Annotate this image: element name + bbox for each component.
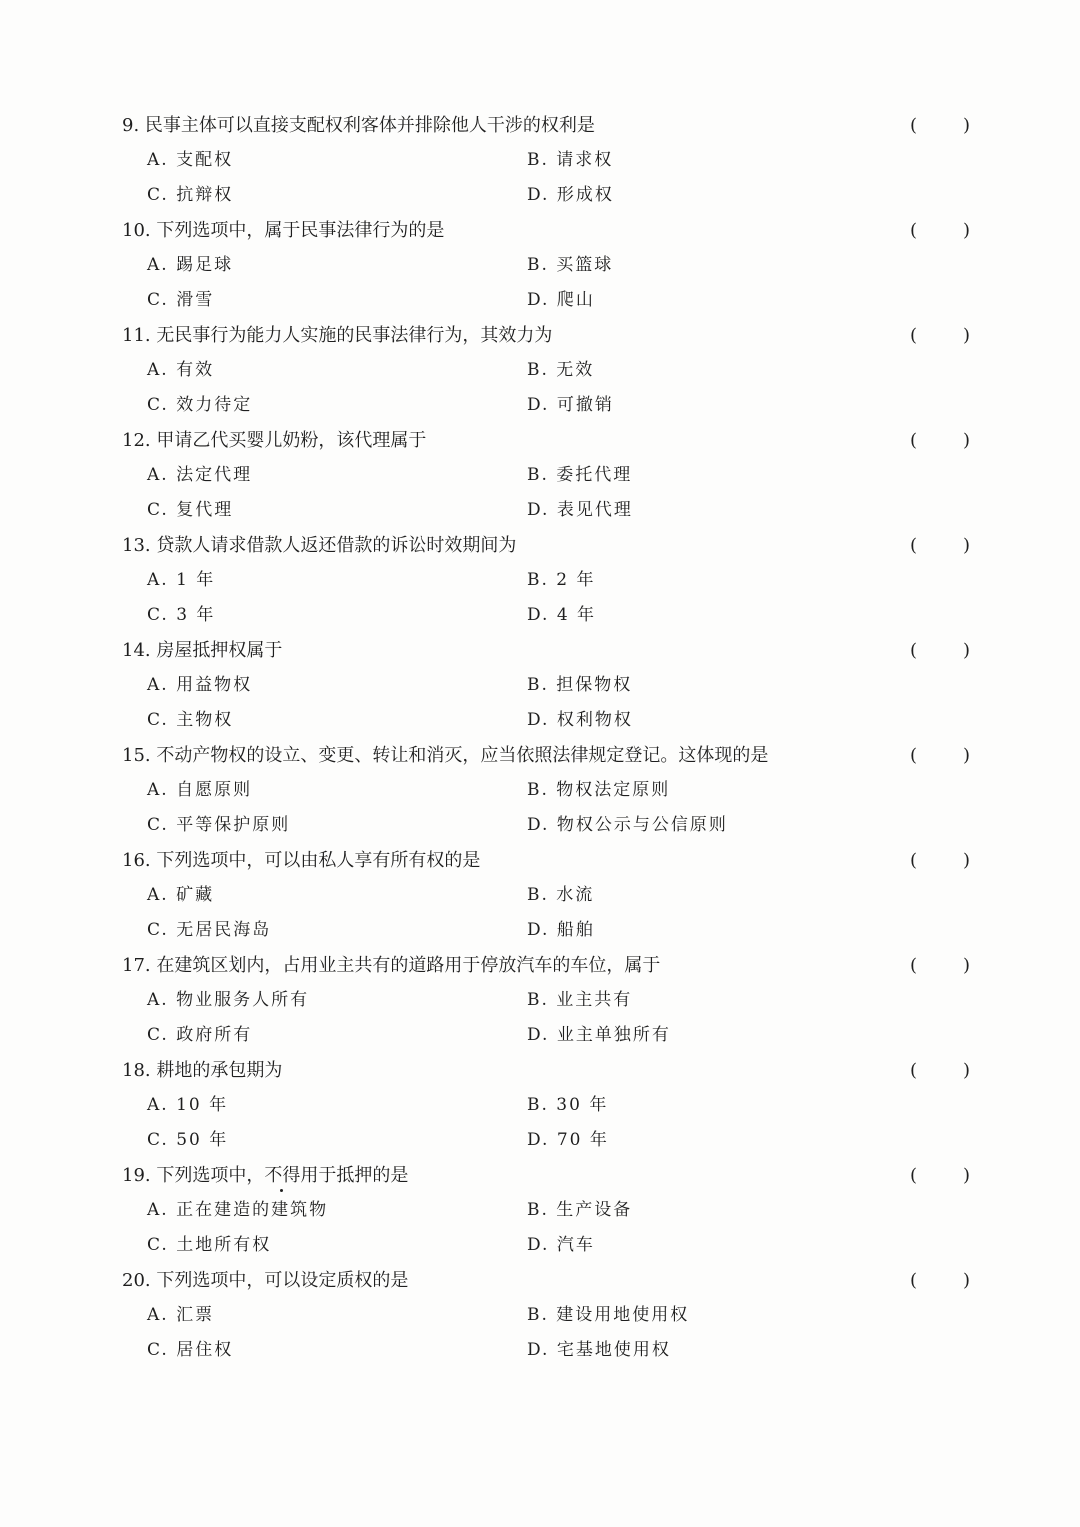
question-stem: 12. 甲请乙代买婴儿奶粉，该代理属于 [122,430,427,451]
answer-blank [910,948,970,983]
question-stem-row [122,528,982,563]
option-b: B. 水流 [527,885,595,905]
question-stem-row [122,843,982,878]
option-grid [147,353,982,423]
answer-blank-close: ) [962,115,970,136]
option-b: B. 业主共有 [527,990,633,1010]
question-stem: 16. 下列选项中，可以由私人享有所有权的是 [122,850,481,871]
option-a: A. 正在建造的建筑物 [147,1200,329,1220]
option-grid [147,1088,982,1158]
option-c: C. 3 年 [147,605,216,625]
answer-blank-open: ( [910,220,918,241]
question-stem: 18. 耕地的承包期为 [122,1060,283,1081]
option-grid [147,563,982,633]
answer-blank-close: ) [962,220,970,241]
option-c: C. 土地所有权 [147,1235,272,1255]
answer-blank-close: ) [962,430,970,451]
question-stem-row [122,948,982,983]
option-a: A. 1 年 [147,570,216,590]
option-b: B. 生产设备 [527,1200,633,1220]
question-16 [122,843,982,948]
answer-blank [910,1053,970,1088]
question-stem: 15. 不动产物权的设立、变更、转让和消灭，应当依照法律规定登记。这体现的是 [122,745,769,766]
answer-blank-open: ( [910,1060,918,1081]
option-c: C. 效力待定 [147,395,253,415]
answer-blank-close: ) [962,1165,970,1186]
question-list [122,108,982,1368]
option-a: A. 自愿原则 [147,780,253,800]
option-a: A. 物业服务人所有 [147,990,310,1010]
option-grid [147,1193,982,1263]
question-11 [122,318,982,423]
answer-blank-close: ) [962,325,970,346]
question-13 [122,528,982,633]
option-a: A. 支配权 [147,150,234,170]
answer-blank-open: ( [910,1165,918,1186]
option-b: B. 2 年 [527,570,596,590]
option-a: A. 踢足球 [147,255,234,275]
question-stem-row [122,108,982,143]
option-a: A. 10 年 [147,1095,229,1115]
option-c: C. 滑雪 [147,290,215,310]
option-d: D. 爬山 [527,290,595,310]
option-grid [147,143,982,213]
option-d: D. 业主单独所有 [527,1025,671,1045]
question-stem: 13. 贷款人请求借款人返还借款的诉讼时效期间为 [122,535,517,556]
option-d: D. 表见代理 [527,500,633,520]
option-grid [147,248,982,318]
option-d: D. 4 年 [527,605,597,625]
question-stem: 17. 在建筑区划内，占用业主共有的道路用于停放汽车的车位，属于 [122,955,661,976]
option-b: B. 委托代理 [527,465,633,485]
option-a: A. 汇票 [147,1305,215,1325]
answer-blank-close: ) [962,745,970,766]
question-stem-row [122,1053,982,1088]
answer-blank-close: ) [962,850,970,871]
option-b: B. 无效 [527,360,595,380]
question-14 [122,633,982,738]
option-d: D. 宅基地使用权 [527,1340,671,1360]
option-d: D. 权利物权 [527,710,633,730]
question-stem: 14. 房屋抵押权属于 [122,640,283,661]
answer-blank [910,843,970,878]
option-b: B. 建设用地使用权 [527,1305,690,1325]
option-d: D. 船舶 [527,920,595,940]
answer-blank [910,633,970,668]
option-b: B. 请求权 [527,150,614,170]
option-a: A. 法定代理 [147,465,253,485]
option-grid [147,1298,982,1368]
answer-blank-open: ( [910,955,918,976]
option-d: D. 形成权 [527,185,614,205]
question-18 [122,1053,982,1158]
question-stem-row [122,633,982,668]
option-d: D. 70 年 [527,1130,609,1150]
answer-blank [910,528,970,563]
option-c: C. 主物权 [147,710,234,730]
option-c: C. 50 年 [147,1130,229,1150]
question-9 [122,108,982,213]
option-b: B. 物权法定原则 [527,780,671,800]
answer-blank-close: ) [962,955,970,976]
option-c: C. 政府所有 [147,1025,253,1045]
question-12 [122,423,982,528]
option-b: B. 30 年 [527,1095,609,1115]
question-stem: 10. 下列选项中，属于民事法律行为的是 [122,220,445,241]
answer-blank [910,318,970,353]
answer-blank [910,738,970,773]
answer-blank [910,108,970,143]
answer-blank-open: ( [910,325,918,346]
option-d: D. 汽车 [527,1235,595,1255]
option-a: A. 用益物权 [147,675,253,695]
answer-blank-open: ( [910,850,918,871]
question-stem-row [122,1263,982,1298]
emphasis-dot [280,1189,283,1192]
question-17 [122,948,982,1053]
option-b: B. 买篮球 [527,255,614,275]
answer-blank-open: ( [910,1270,918,1291]
question-stem: 11. 无民事行为能力人实施的民事法律行为，其效力为 [122,325,553,346]
answer-blank-open: ( [910,115,918,136]
question-15 [122,738,982,843]
question-stem: 19. 下列选项中，不得用于抵押的是 [122,1165,409,1186]
option-grid [147,773,982,843]
question-stem-row [122,738,982,773]
option-a: A. 矿藏 [147,885,215,905]
question-10 [122,213,982,318]
question-stem: 20. 下列选项中，可以设定质权的是 [122,1270,409,1291]
answer-blank-open: ( [910,430,918,451]
question-stem-row [122,1158,982,1193]
answer-blank-close: ) [962,640,970,661]
answer-blank [910,1263,970,1298]
option-c: C. 平等保护原则 [147,815,291,835]
question-20 [122,1263,982,1368]
option-c: C. 无居民海岛 [147,920,272,940]
question-stem-row [122,213,982,248]
option-c: C. 复代理 [147,500,234,520]
option-c: C. 抗辩权 [147,185,234,205]
answer-blank [910,423,970,458]
option-grid [147,878,982,948]
answer-blank [910,213,970,248]
answer-blank-close: ) [962,1270,970,1291]
option-grid [147,668,982,738]
answer-blank-open: ( [910,745,918,766]
question-stem-row [122,318,982,353]
answer-blank-close: ) [962,535,970,556]
answer-blank-open: ( [910,640,918,661]
answer-blank [910,1158,970,1193]
option-b: B. 担保物权 [527,675,633,695]
question-stem-row [122,423,982,458]
option-c: C. 居住权 [147,1340,234,1360]
option-a: A. 有效 [147,360,215,380]
answer-blank-open: ( [910,535,918,556]
option-d: D. 可撤销 [527,395,614,415]
question-19 [122,1158,982,1263]
question-stem: 9. 民事主体可以直接支配权利客体并排除他人干涉的权利是 [122,115,595,136]
option-grid [147,983,982,1053]
option-d: D. 物权公示与公信原则 [527,815,728,835]
option-grid [147,458,982,528]
answer-blank-close: ) [962,1060,970,1081]
